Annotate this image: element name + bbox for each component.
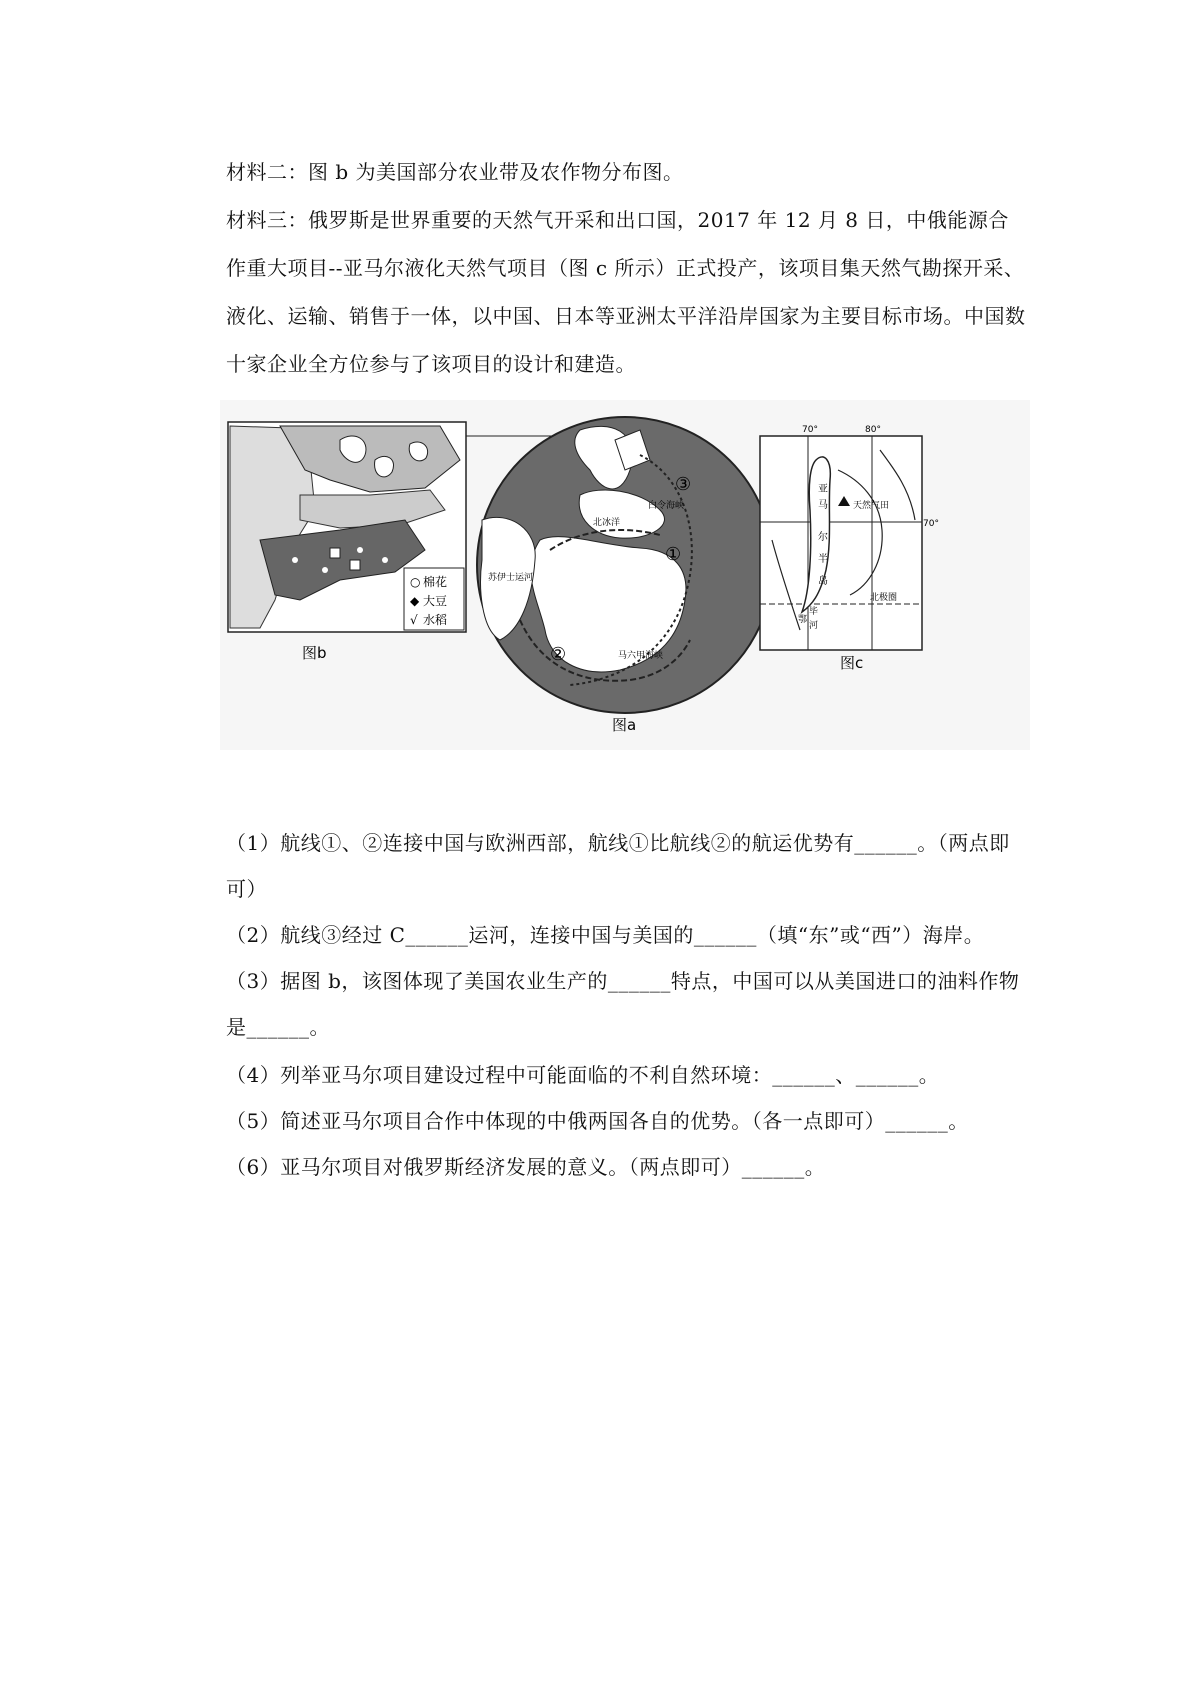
rice-mark (350, 560, 360, 570)
peninsula-char: 亚 (818, 484, 828, 495)
question-1: （1）航线①、②连接中国与欧洲西部，航线①比航线②的航运优势有______。（两点即可） (226, 831, 1010, 901)
peninsula-char: 马 (818, 500, 828, 511)
bering-strait-label: 白令海峡 (648, 501, 685, 511)
route-one-label: ① (665, 544, 682, 565)
cotton-mark (292, 557, 298, 563)
legend-soybean: 大豆 (423, 594, 448, 608)
gas-field-label: 天然气田 (853, 501, 890, 511)
river-char: 河 (809, 621, 819, 631)
question-4: （4）列举亚马尔项目建设过程中可能面临的不利自然环境：______、______。 (226, 1063, 940, 1087)
question-3: （3）据图 b，该图体现了美国农业生产的______特点，中国可以从美国进口的油料作物是______。 (226, 969, 1020, 1039)
legend-rice: 水稻 (423, 613, 448, 627)
cotton-mark (322, 567, 328, 573)
river-char: 鄂 (798, 615, 808, 625)
material-three: 材料三：俄罗斯是世界重要的天然气开采和出口国，2017 年 12 月 8 日，中俄能源合作重大项目--亚马尔液化天然气项目（图 c 所示）正式投产，该项目集天然气勘探开采、液化、运输、销售于一体，以中国、日本等亚洲太平洋沿岸国家为主要目标市场。中国数十家企业全方位参与了该项目的设计和建造。 (226, 208, 1026, 376)
route-two-label: ② (550, 644, 567, 665)
map-figure-svg (220, 400, 1030, 750)
cotton-mark (382, 557, 388, 563)
suez-canal-label: 苏伊士运河 (488, 573, 534, 583)
legend-cotton: 棉花 (423, 575, 448, 589)
figure-c-caption: 图c (840, 654, 864, 672)
legend-soybean-symbol: ◆ (410, 594, 420, 608)
legend-cotton-symbol: ○ (410, 575, 421, 589)
lon-80-label: 80° (865, 425, 881, 435)
peninsula-char: 岛 (818, 576, 828, 587)
river-char: 毕 (809, 607, 819, 617)
question-2: （2）航线③经过 C______运河，连接中国与美国的______（填“东”或“西”）海岸。 (226, 923, 985, 947)
lat-70-label: 70° (923, 519, 939, 529)
lon-70-label: 70° (802, 425, 818, 435)
figure-a-caption: 图a (612, 716, 637, 734)
arctic-circle-label: 北极圈 (870, 593, 898, 603)
legend-rice-symbol: √ (410, 613, 418, 627)
great-lake (375, 456, 394, 476)
peninsula-char: 半 (818, 554, 828, 565)
question-5: （5）简述亚马尔项目合作中体现的中俄两国各自的优势。（各一点即可）______。 (226, 1109, 969, 1133)
cotton-mark (357, 547, 363, 553)
question-6: （6）亚马尔项目对俄罗斯经济发展的意义。（两点即可）______。 (226, 1155, 826, 1179)
rice-mark (330, 548, 340, 558)
peninsula-char: 尔 (818, 532, 828, 543)
arctic-ocean-label: 北冰洋 (593, 518, 621, 528)
figure-b-caption: 图b (302, 644, 327, 662)
figure-c-frame (760, 436, 922, 650)
map-figure (220, 400, 1030, 750)
malacca-strait-label: 马六甲海峡 (618, 651, 664, 661)
figure-b (228, 422, 466, 662)
material-two: 材料二：图 b 为美国部分农业带及农作物分布图。 (226, 160, 684, 184)
route-three-label: ③ (675, 474, 692, 495)
figure-c (760, 425, 939, 672)
